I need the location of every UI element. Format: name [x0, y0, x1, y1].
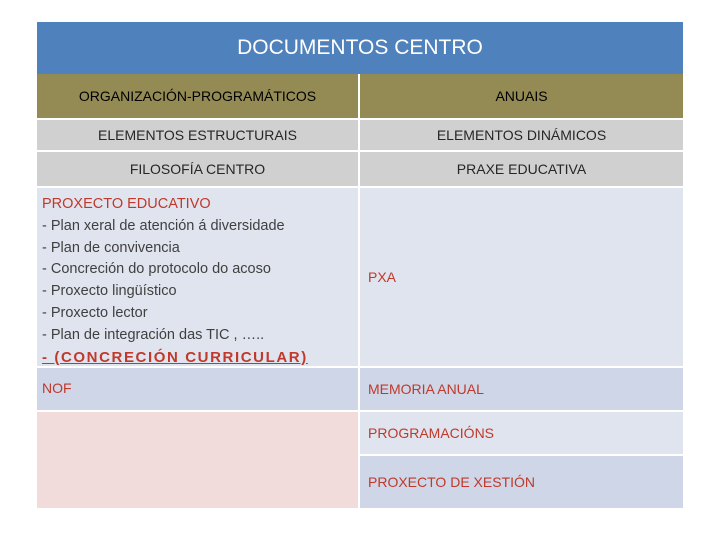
- cell-nof: [37, 368, 358, 410]
- proxecto-item: - Concreción do protocolo do acoso: [42, 261, 271, 278]
- concrecion-curricular: - (CONCRECIÓN CURRICULAR): [42, 348, 308, 366]
- cell-proxecto-educativo: [37, 188, 358, 366]
- proxecto-heading: PROXECTO EDUCATIVO: [42, 196, 211, 212]
- cell-elementos-estructurais: ELEMENTOS ESTRUCTURAIS: [37, 120, 358, 150]
- cell-elementos-dinamicos: ELEMENTOS DINÁMICOS: [360, 120, 683, 150]
- cell-proxecto-xestion: [360, 456, 683, 508]
- header-anuais: ANUAIS: [360, 74, 683, 118]
- proxecto-item: - Plan de convivencia: [42, 239, 180, 256]
- cell-empty-pink: [37, 412, 358, 508]
- proxecto-item: - Plan xeral de atención á diversidade: [42, 217, 285, 234]
- proxecto-item: - Plan de integración das TIC , …..: [42, 326, 265, 343]
- cell-pxa: [360, 188, 683, 366]
- xestion-label: PROXECTO DE XESTIÓN: [368, 474, 535, 490]
- cell-programacions: [360, 412, 683, 454]
- cell-memoria-anual: [360, 368, 683, 410]
- memoria-label: MEMORIA ANUAL: [368, 381, 484, 397]
- nof-label: NOF: [42, 380, 72, 396]
- pxa-label: PXA: [368, 269, 397, 285]
- header-organizacion: ORGANIZACIÓN-PROGRAMÁTICOS: [37, 74, 358, 118]
- proxecto-item: - Proxecto lingüístico: [42, 283, 177, 300]
- proxecto-item: - Proxecto lector: [42, 304, 148, 321]
- cell-praxe-educativa: PRAXE EDUCATIVA: [360, 152, 683, 186]
- programacions-label: PROGRAMACIÓNS: [368, 425, 495, 441]
- cell-filosofia-centro: FILOSOFÍA CENTRO: [37, 152, 358, 186]
- table-title: DOCUMENTOS CENTRO: [37, 22, 683, 74]
